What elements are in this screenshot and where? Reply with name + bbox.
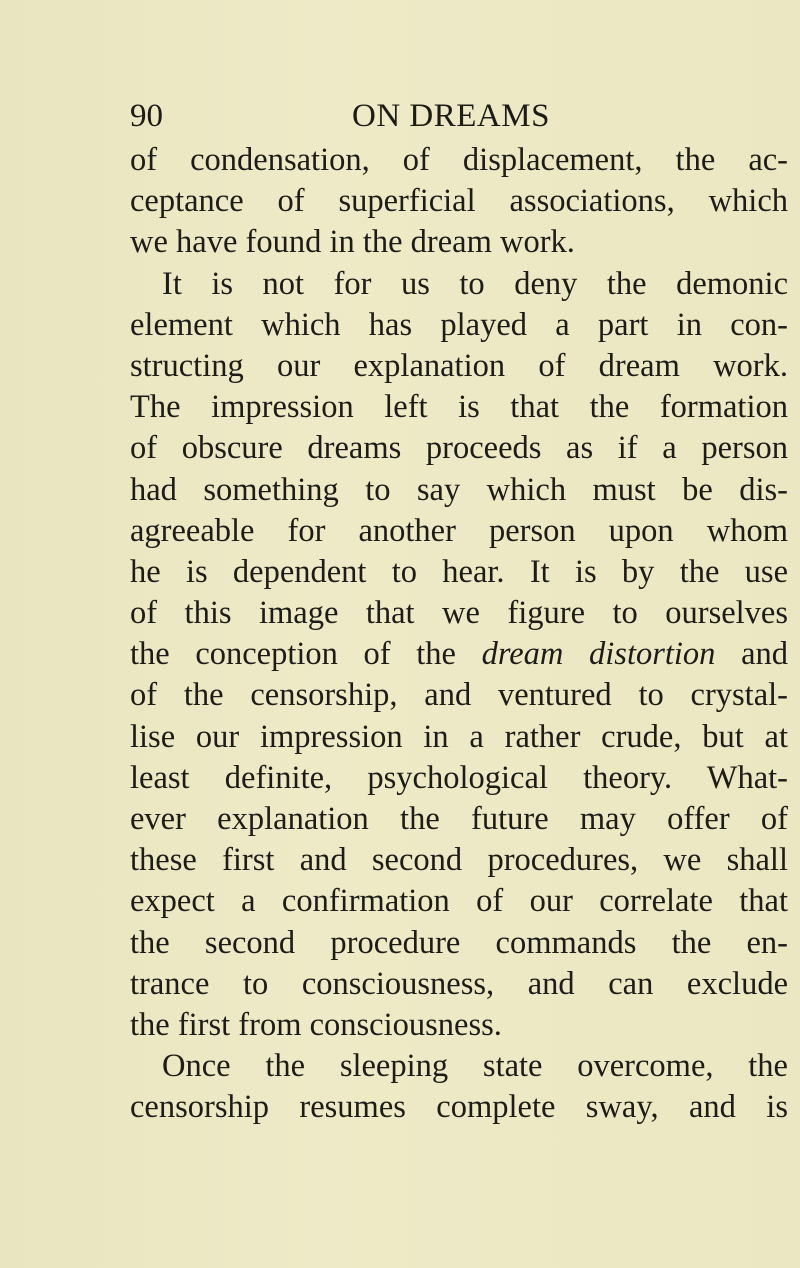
running-title: ON DREAMS [352,98,550,134]
line-segment: the conception of the [130,636,456,673]
text-line: he is dependent to hear. It is by the use [130,553,788,590]
text-line: ceptance of superficial associations, which [130,183,788,220]
page-number: 90 [130,98,163,134]
text-line: of the censorship, and ventured to crystal- [130,677,788,714]
text-line: we have found in the dream work. [130,224,575,261]
line-segment: and [741,636,788,673]
text-line: of condensation, of displacement, the ac- [130,142,788,178]
text-line: element which has played a part in con- [130,306,788,343]
text-line: these first and second procedures, we shall [130,842,788,879]
text-line: agreeable for another person upon whom [130,512,788,549]
text-line: of this image that we figure to ourselves [130,595,788,632]
text-line: The impression left is that the formation [130,389,788,426]
body-text [130,140,788,1129]
text-line: censorship resumes complete sway, and is [130,1089,788,1126]
text-line: ever explanation the future may offer of [130,801,788,837]
text-line: lise our impression in a rather crude, but at [130,718,788,755]
text-line: the first from consciousness. [130,1006,502,1043]
emphasized-term: dream distortion [481,636,716,673]
text-line: least definite, psychological theory. What- [130,759,788,796]
text-line: of obscure dreams proceeds as if a person [130,430,788,467]
paragraph-start-line: Once the sleeping state overcome, the [162,1048,788,1085]
text-line: expect a confirmation of our correlate that [130,883,788,920]
text-line: the second procedure commands the en- [130,924,788,961]
text-line-with-emphasis [130,634,788,675]
text-line: structing our explanation of dream work. [130,347,788,384]
text-line: had something to say which must be dis- [130,471,788,508]
page-header [130,98,690,142]
paragraph-start-line: It is not for us to deny the demonic [162,265,788,302]
text-line: trance to consciousness, and can exclude [130,965,788,1002]
